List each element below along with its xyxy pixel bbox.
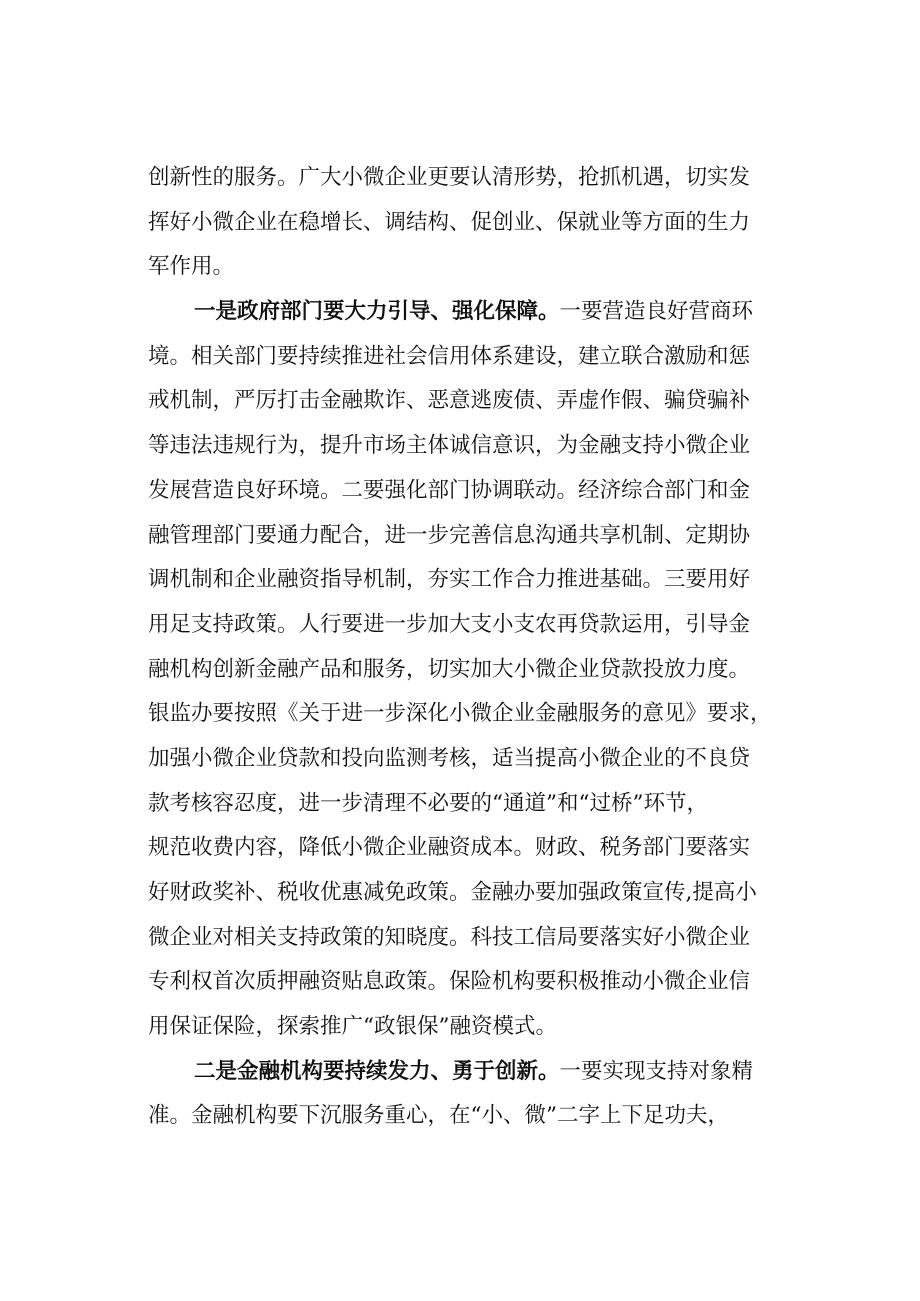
text-span: 一要营造良好营商环 [559,299,754,325]
paragraph-heading: 一是政府部门要大力引导、强化保障。 [194,299,560,325]
text-line: 融管理部门要通力配合，进一步完善信息沟通共享机制、定期协 [148,522,751,548]
text-line: 款考核容忍度，进一步清理不必要的“通道”和“过桥”环节， [148,790,708,816]
text-line: 好财政奖补、税收优惠减免政策。金融办要加强政策宣传,提高小 [148,880,757,905]
text-line: 挥好小微企业在稳增长、调结构、促创业、保就业等方面的生力 [148,209,751,235]
text-line-first [148,290,808,335]
text-line: 微企业对相关支持政策的知晓度。科技工信局要落实好小微企业 [148,924,751,950]
text-line: 用足支持政策。人行要进一步加大支小支农再贷款运用，引导金 [148,611,751,637]
text-line: 发展营造良好环境。二要强化部门协调联动。经济综合部门和金 [148,477,751,503]
document-body [148,156,808,1139]
text-span: 一要实现支持对象精 [559,1058,754,1084]
text-line: 银监办要按照《关于进一步深化小微企业金融服务的意见》要求， [148,701,772,727]
paragraph-financial-institutions [148,1050,808,1139]
text-line: 准。金融机构要下沉服务重心，在“小、微”二字上下足功夫， [148,1103,729,1129]
paragraph-continuation [148,156,808,290]
text-line: 加强小微企业贷款和投向监测考核，适当提高小微企业的不良贷 [148,745,751,771]
text-line: 等违法违规行为，提升市场主体诚信意识，为金融支持小微企业 [148,433,751,459]
text-line: 创新性的服务。广大小微企业更要认清形势，抢抓机遇，切实发 [148,165,751,190]
text-line: 军作用。 [148,254,235,280]
text-line: 规范收费内容，降低小微企业融资成本。财政、税务部门要落实 [148,835,751,861]
text-line: 调机制和企业融资指导机制，夯实工作合力推进基础。三要用好 [148,567,751,593]
text-line: 专利权首次质押融资贴息政策。保险机构要积极推动小微企业信 [148,969,751,995]
text-line: 戒机制，严厉打击金融欺诈、恶意逃废债、弄虚作假、骗贷骗补 [148,388,751,414]
text-line: 境。相关部门要持续推进社会信用体系建设，建立联合激励和惩 [148,343,751,369]
text-line: 融机构创新金融产品和服务，切实加大小微企业贷款投放力度。 [148,656,751,682]
text-line: 用保证保险，探索推广“政银保”融资模式。 [148,1014,557,1040]
paragraph-heading: 二是金融机构要持续发力、勇于创新。 [194,1058,560,1084]
text-line-first [148,1050,808,1095]
paragraph-government [148,290,808,1050]
